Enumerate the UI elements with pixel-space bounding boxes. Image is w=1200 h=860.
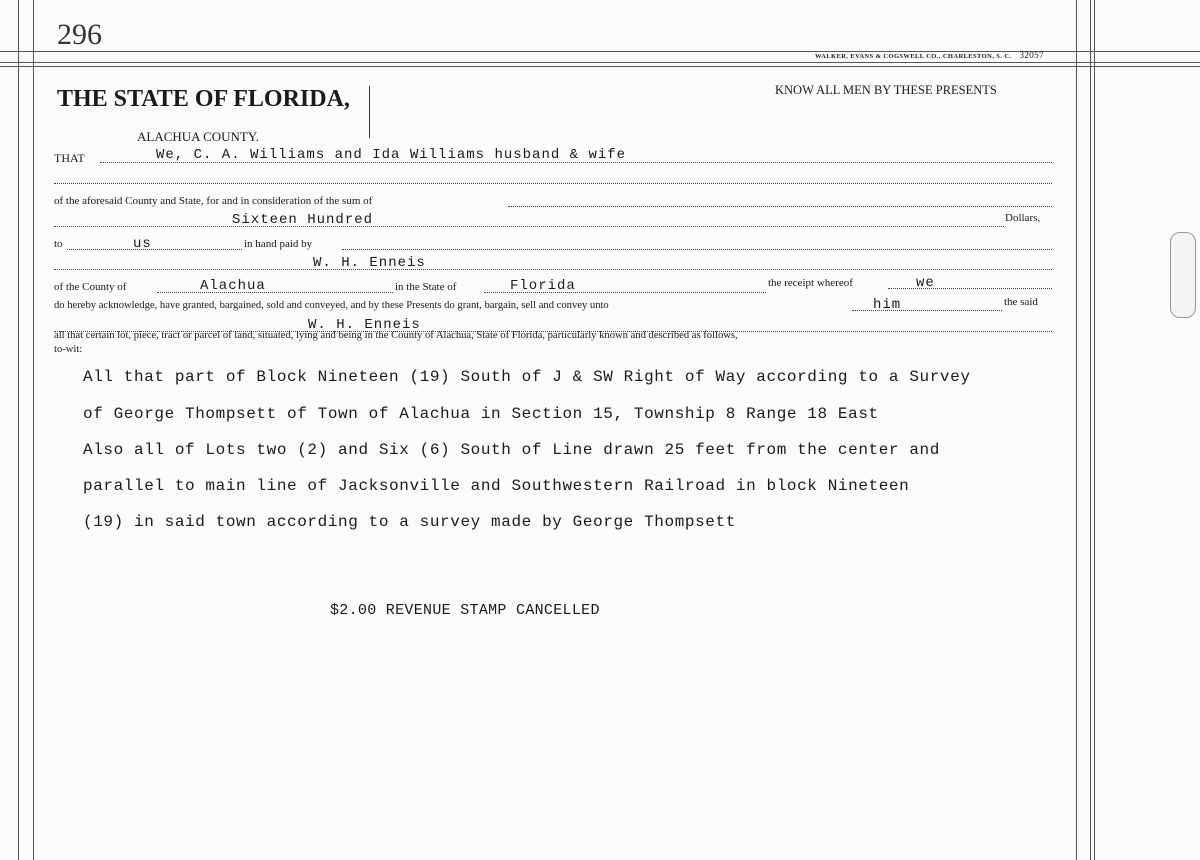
- grantee-field: W. H. Enneis: [308, 317, 421, 333]
- description-line: of George Thompsett of Town of Alachua in Section 15, Township 8 Range 18 East: [83, 405, 879, 423]
- fill-line: [342, 249, 1052, 250]
- fill-line: [508, 206, 1052, 207]
- revenue-stamp-note: $2.00 REVENUE STAMP CANCELLED: [330, 602, 600, 619]
- fill-line: [54, 269, 1052, 270]
- description-line: parallel to main line of Jacksonville and Southwestern Railroad in block Nineteen: [83, 477, 910, 495]
- fill-line: [157, 292, 393, 293]
- description-line: Also all of Lots two (2) and Six (6) South of Line drawn 25 feet from the center and: [83, 441, 940, 459]
- paid-by-field: W. H. Enneis: [313, 255, 426, 271]
- to-field: us: [133, 236, 152, 252]
- left-margin-line: [33, 0, 34, 860]
- convey-to-field: him: [873, 297, 902, 313]
- right-margin-line: [1090, 0, 1091, 860]
- printer-name: WALKER, EVANS & COGSWELL CO., CHARLESTON, S. C.: [815, 53, 1012, 60]
- fill-line: [54, 183, 1052, 184]
- sum-field: Sixteen Hundred: [232, 212, 374, 228]
- fill-line: [67, 249, 242, 250]
- form-number: 32057: [1019, 50, 1044, 60]
- acknowledge-label: do hereby acknowledge, have granted, bargained, sold and conveyed, and by these Presents do grant, bargain, sell and convey unto: [54, 300, 609, 311]
- county-label: ALACHUA COUNTY.: [137, 129, 259, 144]
- header-rule: [0, 62, 1200, 63]
- description-line: (19) in said town according to a survey made by George Thompsett: [83, 513, 736, 531]
- page-number: 296: [57, 18, 102, 51]
- receipt-field: we: [916, 275, 935, 291]
- county-field: Alachua: [200, 278, 266, 294]
- header-rule: [0, 66, 1200, 67]
- the-said-label: the said: [1004, 296, 1038, 308]
- know-all-men: KNOW ALL MEN BY THESE PRESENTS: [775, 83, 997, 97]
- left-margin-line: [18, 0, 19, 860]
- state-of-label: in the State of: [395, 281, 457, 293]
- right-margin-line: [1076, 0, 1077, 860]
- dollars-label: Dollars,: [1005, 212, 1041, 224]
- fill-line: [54, 226, 1004, 227]
- fill-line: [888, 288, 1052, 289]
- state-field: Florida: [510, 278, 576, 294]
- paid-by-label: in hand paid by: [244, 238, 313, 250]
- to-label: to: [54, 238, 63, 250]
- printer-mark: [815, 50, 1044, 60]
- land-clause: all that certain lot, piece, tract or parcel of land, situated, lying and being in the County of Alachua, State of Florida, particularly known and described as follows,: [54, 330, 738, 341]
- consideration-label: of the aforesaid County and State, for and in consideration of the sum of: [54, 195, 373, 207]
- to-wit-label: to-wit:: [54, 344, 83, 355]
- description-line: All that part of Block Nineteen (19) South of J & SW Right of Way according to a Survey: [83, 368, 971, 386]
- receipt-label: the receipt whereof: [768, 277, 853, 289]
- state-title: THE STATE OF FLORIDA,: [57, 86, 350, 112]
- that-label: THAT: [54, 151, 85, 165]
- header-brace: [369, 86, 370, 138]
- county-of-label: of the County of: [54, 281, 127, 293]
- binder-hole: [1170, 232, 1196, 318]
- right-margin-line: [1094, 0, 1095, 860]
- grantors-field: We, C. A. Williams and Ida Williams husband & wife: [156, 147, 627, 163]
